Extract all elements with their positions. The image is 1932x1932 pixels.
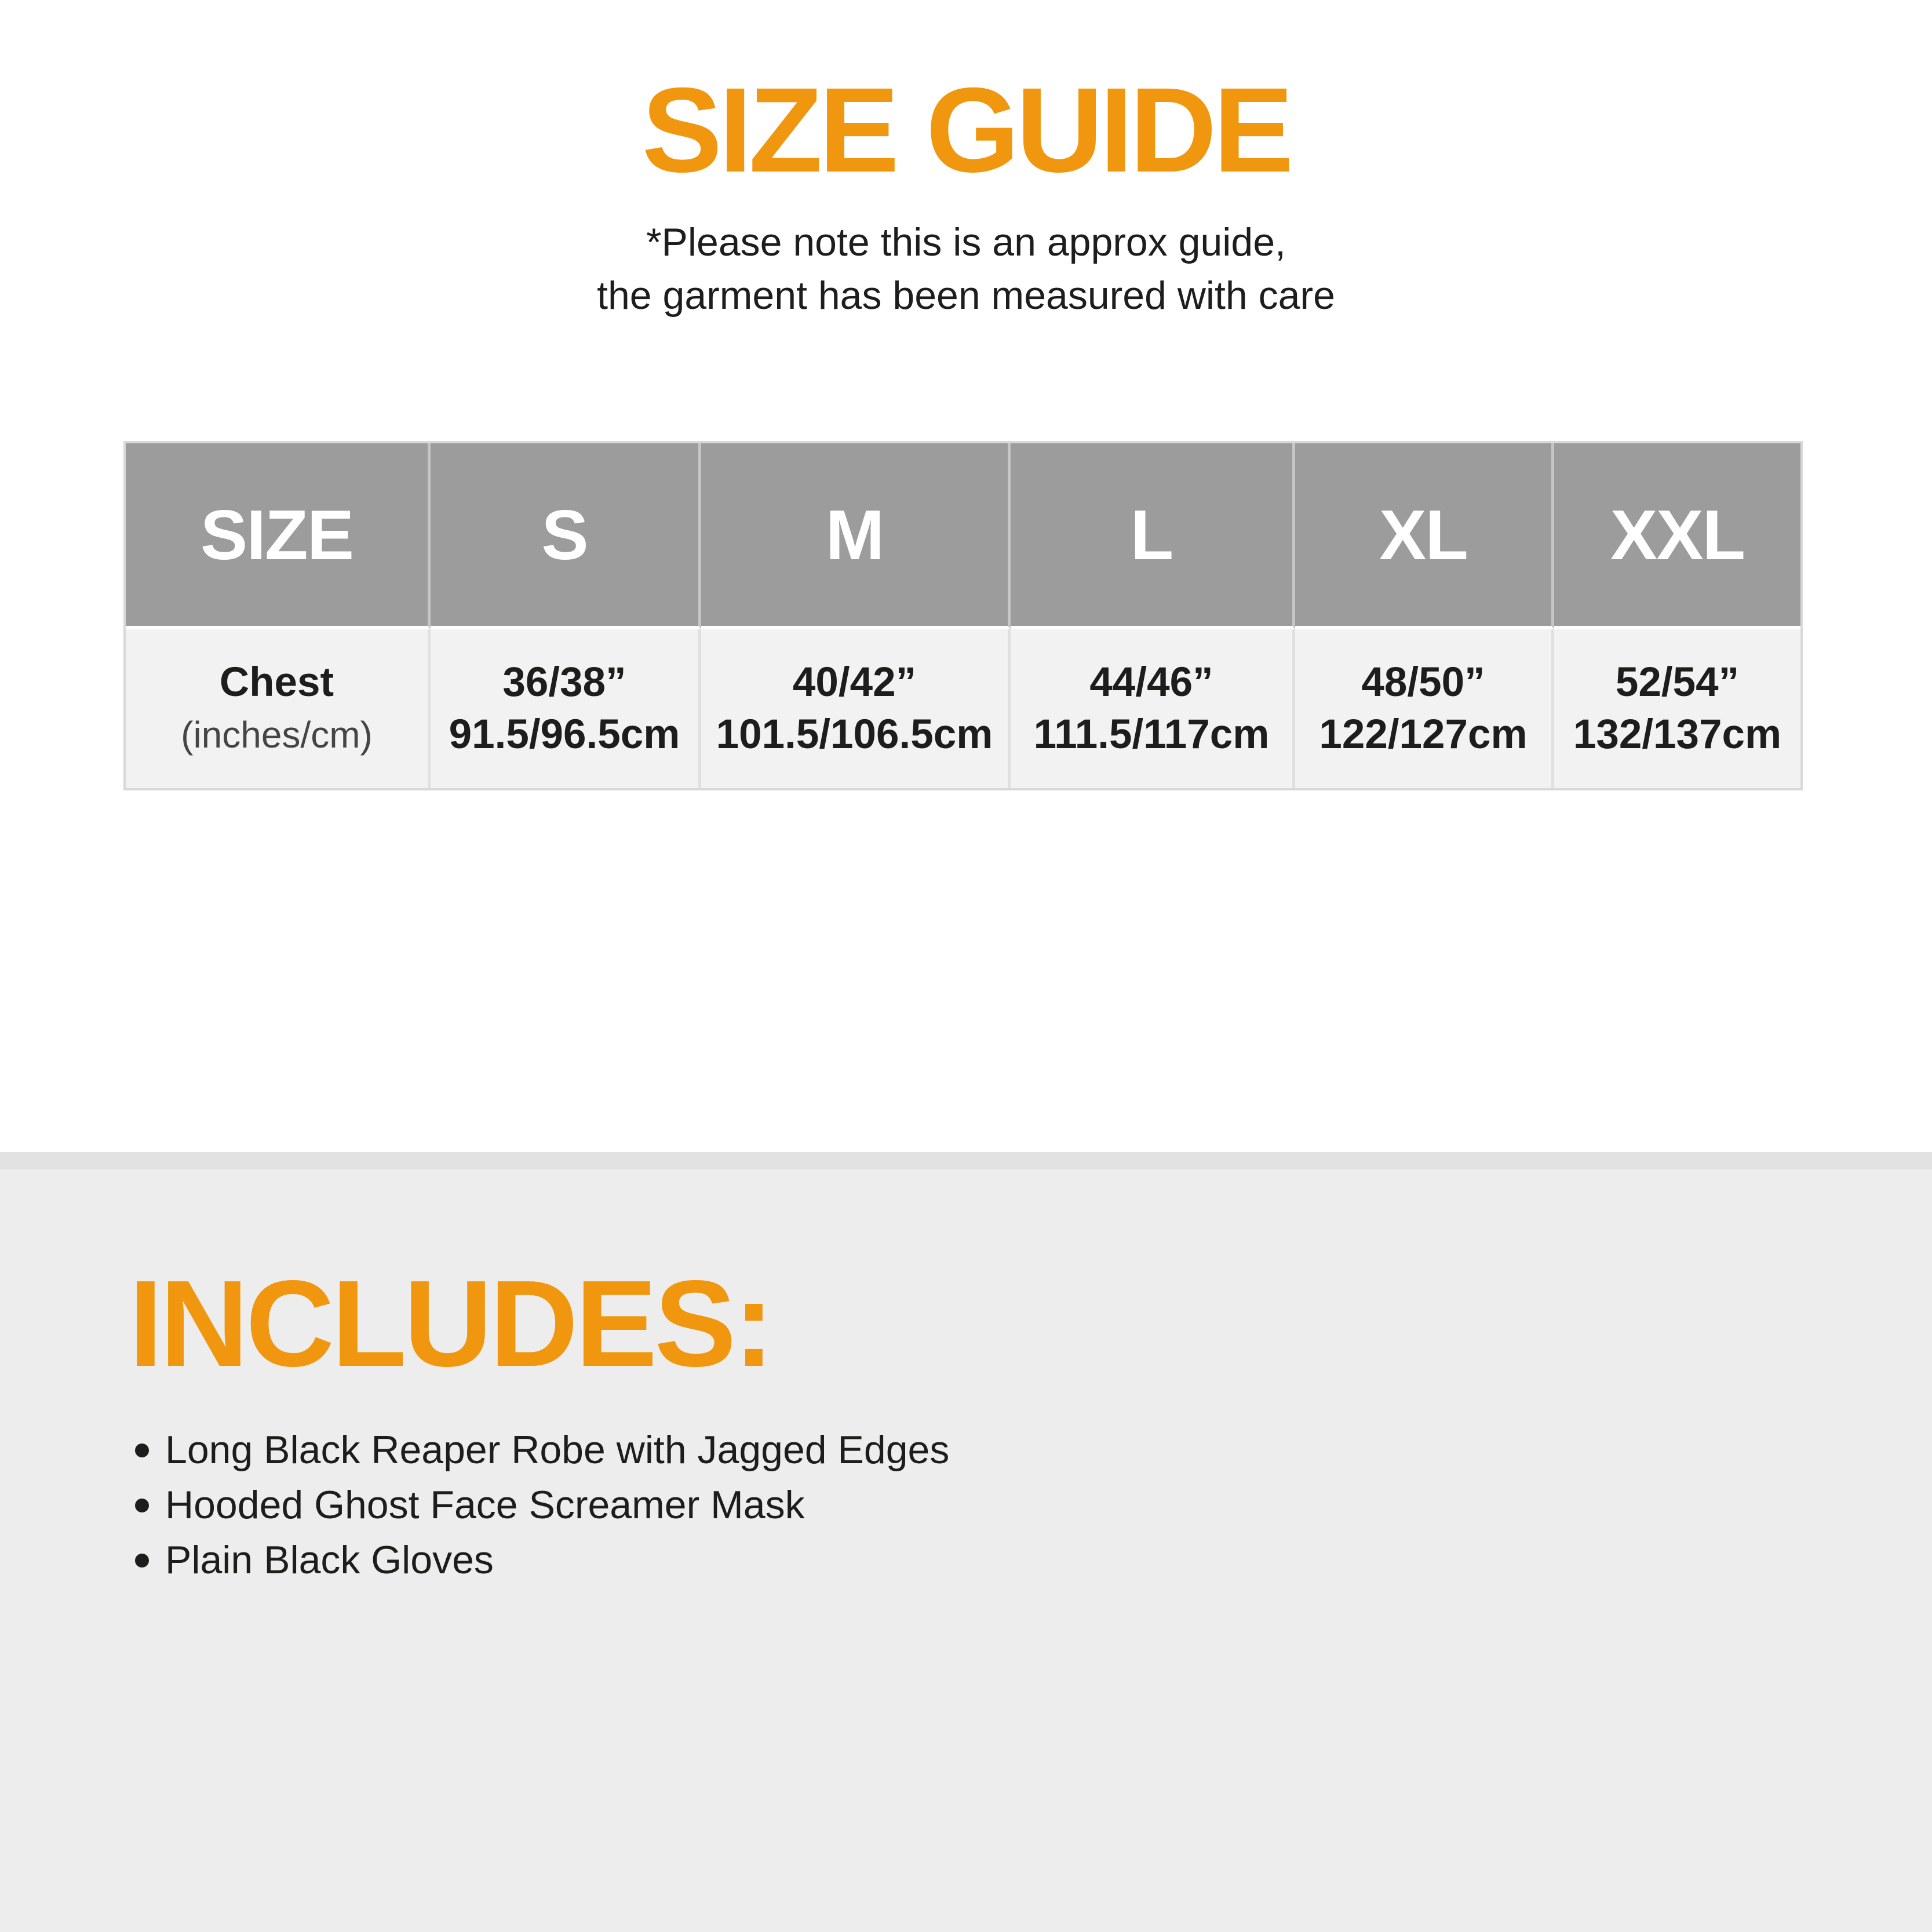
includes-item-gloves: Plain Black Gloves	[165, 1538, 494, 1582]
list-item	[135, 1423, 949, 1478]
chest-label: Chest	[219, 659, 334, 705]
size-table-cell-xl	[1295, 629, 1554, 788]
list-item	[135, 1478, 949, 1533]
size-table-header-xxl: XXL	[1554, 443, 1800, 629]
size-table-cell-s	[431, 629, 701, 788]
bullet-icon	[135, 1554, 149, 1568]
chest-cm-l: 111.5/117cm	[1033, 712, 1270, 757]
chest-inches-m: 40/42”	[792, 659, 917, 705]
approx-guide-note	[0, 216, 1932, 322]
includes-item-robe: Long Black Reaper Robe with Jagged Edges	[165, 1428, 950, 1472]
bullet-icon	[135, 1499, 149, 1512]
chest-inches-l: 44/46”	[1089, 659, 1213, 705]
includes-item-mask: Hooded Ghost Face Screamer Mask	[165, 1483, 805, 1527]
chest-cm-s: 91.5/96.5cm	[449, 712, 680, 757]
size-table	[123, 441, 1803, 790]
size-table-row-label	[126, 629, 431, 788]
chest-cm-m: 101.5/106.5cm	[716, 712, 993, 757]
size-table-header-xl: XL	[1295, 443, 1554, 629]
chest-cm-xxl: 132/137cm	[1573, 712, 1782, 757]
size-table-cell-m	[701, 629, 1011, 788]
page-title: SIZE GUIDE	[641, 63, 1291, 198]
size-table-header-m: M	[701, 443, 1011, 629]
list-item	[135, 1533, 949, 1588]
bullet-icon	[135, 1443, 149, 1457]
note-line-2: the garment has been measured with care	[597, 274, 1335, 318]
note-line-1: *Please note this is an approx guide,	[646, 220, 1286, 264]
chest-inches-s: 36/38”	[502, 659, 626, 705]
size-table-cell-xxl	[1554, 629, 1800, 788]
chest-inches-xl: 48/50”	[1361, 659, 1485, 705]
includes-list	[135, 1423, 949, 1588]
includes-heading: INCLUDES:	[129, 1255, 772, 1392]
chest-inches-xxl: 52/54”	[1615, 659, 1740, 705]
chest-cm-xl: 122/127cm	[1319, 712, 1528, 757]
size-table-header-s: S	[431, 443, 701, 629]
size-table-header-size: SIZE	[126, 443, 431, 629]
size-table-header-l: L	[1011, 443, 1295, 629]
chest-unit-label: (inches/cm)	[181, 714, 373, 756]
size-table-cell-l	[1011, 629, 1295, 788]
